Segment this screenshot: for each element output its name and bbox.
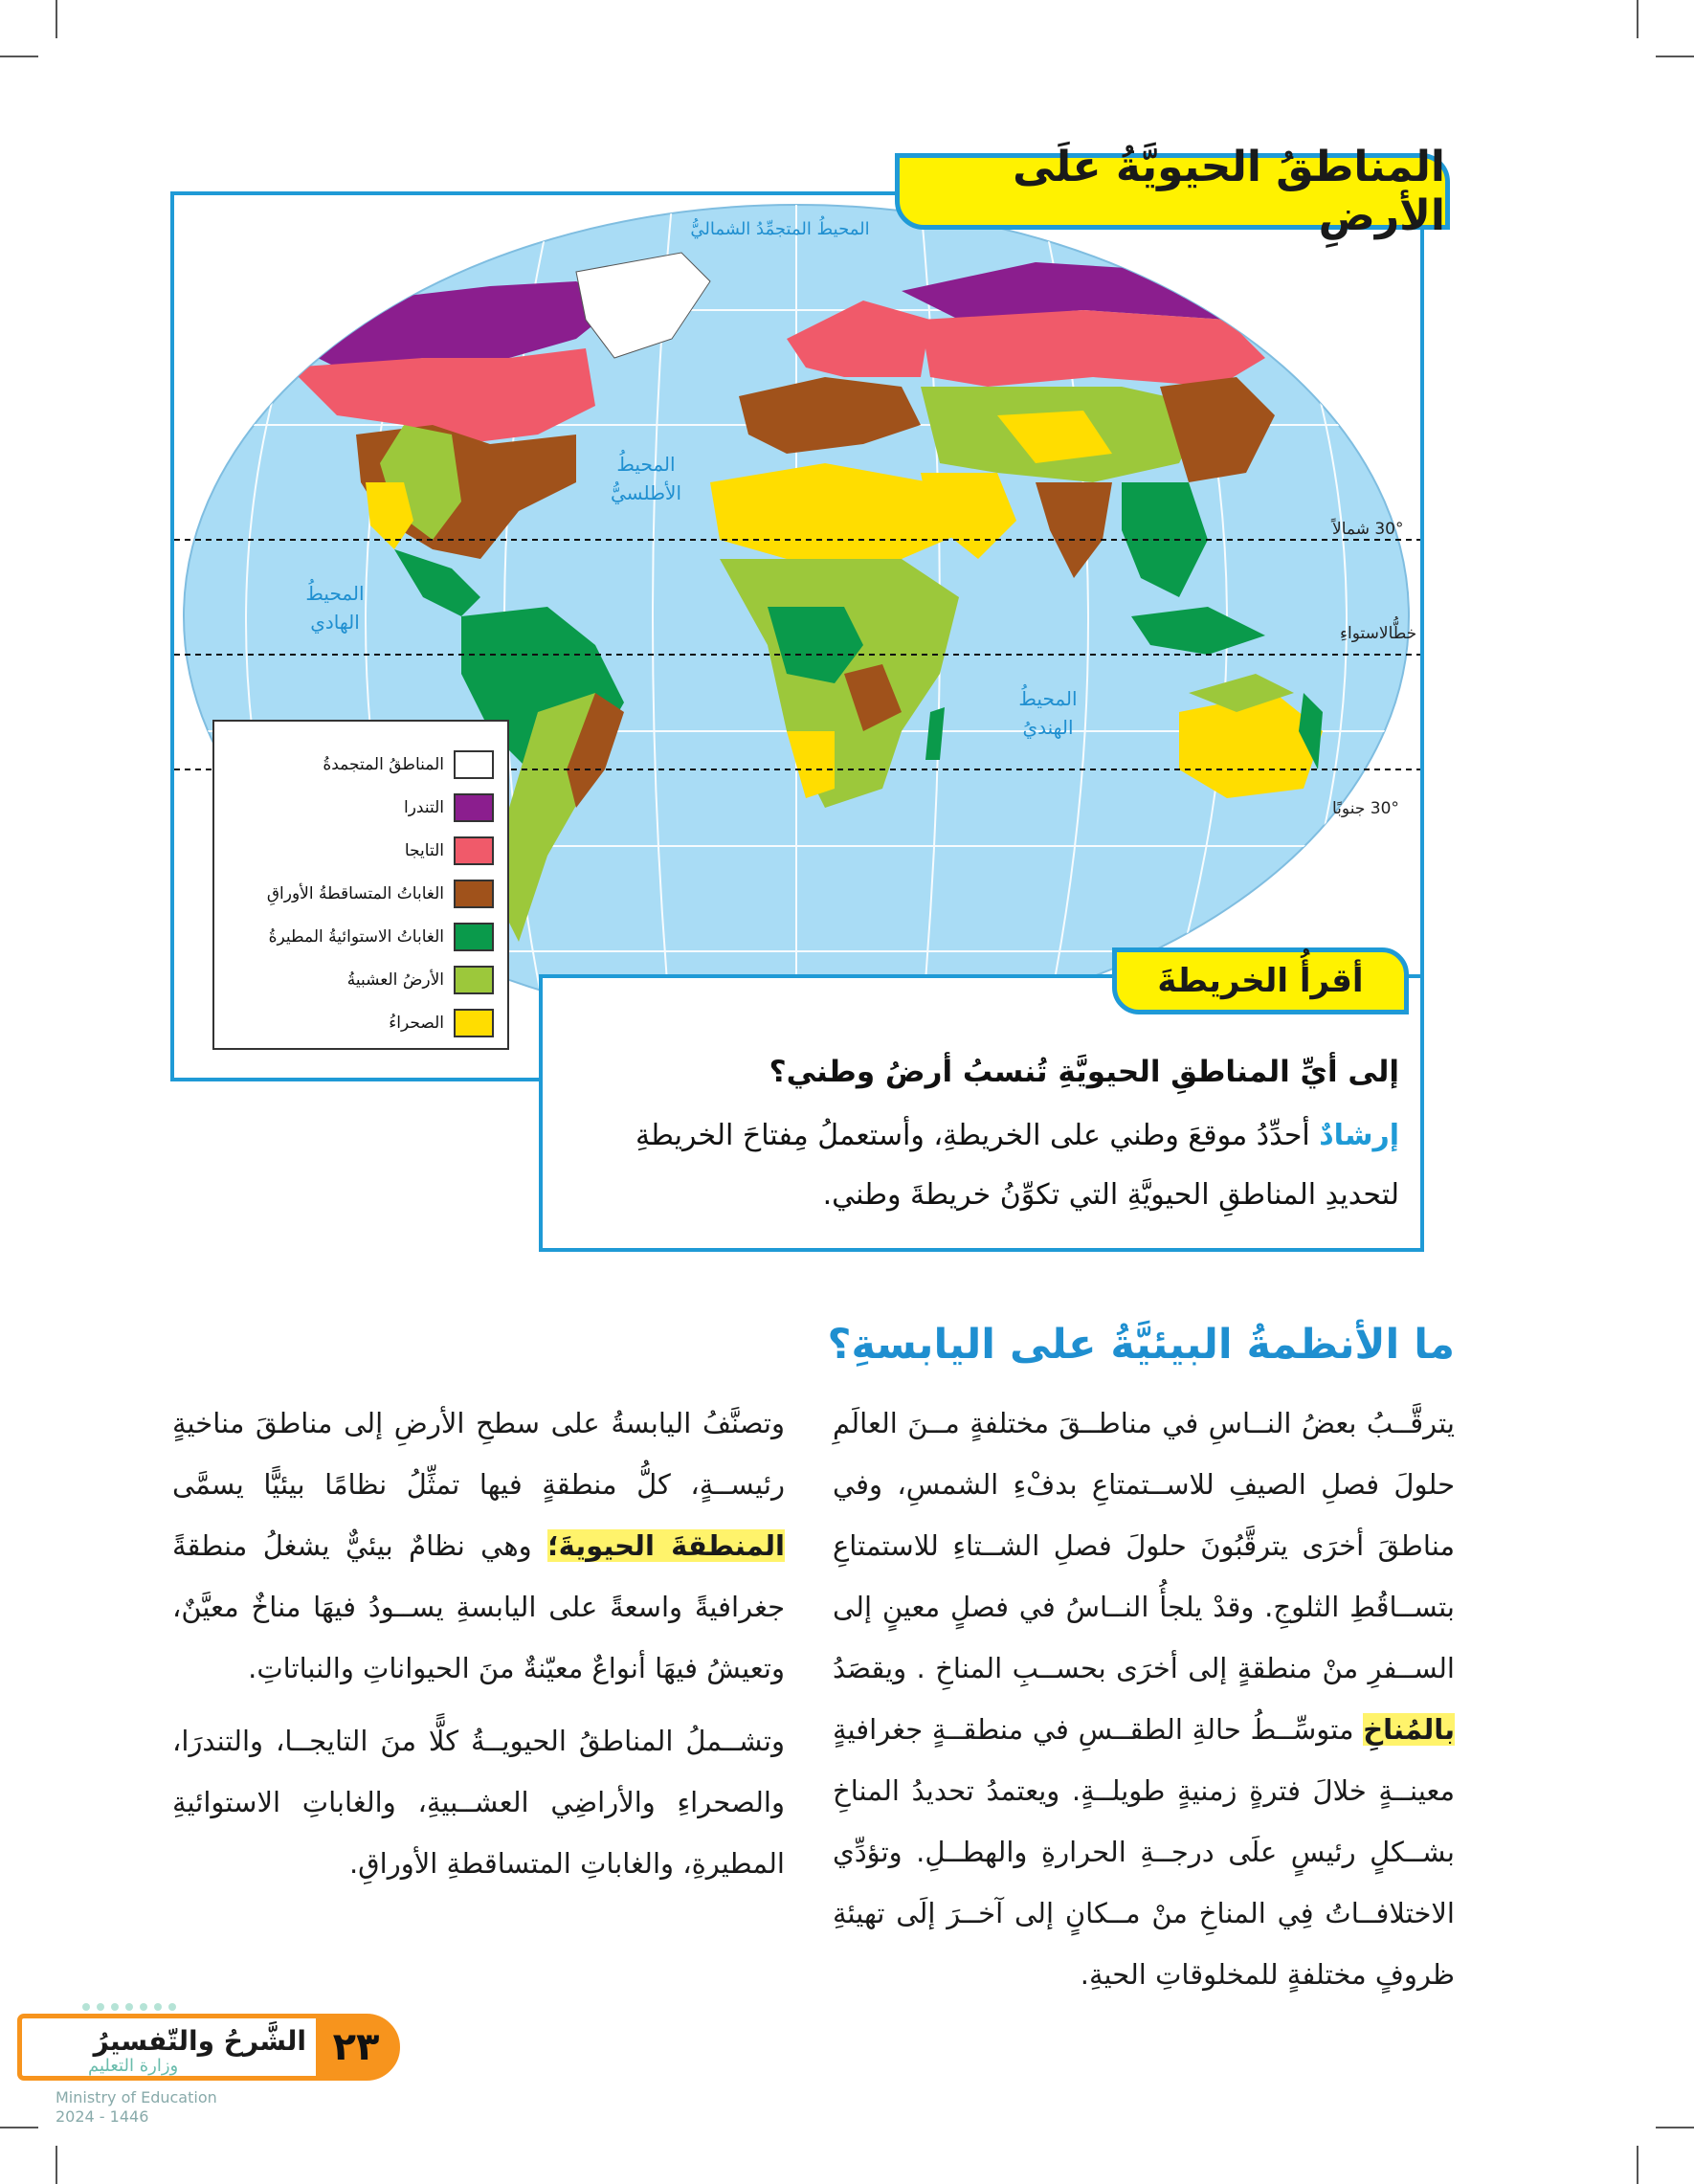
legend-swatch [454,923,494,951]
label-30-south: 30° جنوبًا [1332,799,1399,818]
watermark-english: Ministry of Education [56,2088,217,2106]
crop-mark [1656,2127,1694,2128]
legend-label: الغاباتُ المتساقطةُ الأوراقِ [266,883,444,903]
label-indian-ocean [991,684,1105,742]
read-map-title: أقرأُ الخريطةَ [1157,962,1364,1000]
legend-swatch [454,966,494,994]
crop-mark [56,2146,57,2184]
section-heading: ما الأنظمةُ البيئيَّةُ على اليابسةِ؟ [827,1321,1455,1369]
legend-item [224,958,494,1001]
watermark-arabic: وزارة التعليم [88,2056,179,2076]
label-atlantic-line2: الأطلسيُّ [610,481,681,504]
climate-text-part2: متوسِّــطُ حالةِ الطقــسِ في منطقــةٍ جغرافيةٍ معينــةٍ خلالَ فترةٍ زمنيةٍ طويلــةٍ. ويعتمدُ تحديدُ المناخِ بشــكلٍ رئيسٍ علَى درجــةِ الحرارةِ والهطــلِ. وتؤدِّي الاختلافــاتُ فِي المناخِ منْ مــكانٍ إلى آخــرَ إلَى تهيئةِ ظروفٍ مختلفةٍ للمخلوقاتِ الحيةِ. [833,1713,1455,1991]
legend-label: الغاباتُ الاستوائيةُ المطيرةُ [268,926,444,947]
biome-term: المنطقةَ الحيويةَ؛ [547,1529,785,1562]
footer-section-label: الشَّرحُ والتّفسيرُ [93,2025,306,2057]
label-pacific-ocean [278,579,392,636]
hint-text: أحدِّدُ موقعَ وطني على الخريطةِ، وأستعملُ مِفتاحَ الخريطةِ لتحديدِ المناطقِ الحيويَّةِ التي تكوِّنُ خريطةَ وطني. [635,1119,1399,1212]
legend-swatch [454,793,494,822]
legend-label: المناطقُ المتجمدةُ [323,754,444,774]
legend-item [224,872,494,915]
crop-mark [56,0,57,38]
map-title-box [895,143,1450,240]
crop-mark [0,2127,38,2128]
legend-item [224,1001,494,1044]
label-pacific-line2: الهادي [310,611,360,634]
text-column-right [833,1393,1455,2017]
label-pacific-line1: المحيطُ [305,582,365,605]
read-map-box [539,974,1424,1252]
legend-label: الصحراءُ [389,1013,444,1033]
legend-label: التايجا [404,840,444,860]
legend-swatch [454,750,494,779]
legend-label: التندرا [403,797,444,817]
legend-label: الأرضُ العشبيةُ [346,969,444,990]
crop-mark [1656,56,1694,57]
label-indian-line2: الهنديُ [1022,716,1074,739]
legend-swatch [454,880,494,908]
label-atlantic-line1: المحيطُ [616,453,676,476]
label-30-north: 30° شمالاً [1332,520,1404,539]
legend-item [224,743,494,786]
biome-text-part1: وتصنَّفُ اليابسةُ على سطحِ الأرضِ إلى مناطقَ مناخيةٍ رئيســةٍ، كلُّ منطقةٍ فيها تمثِّلُ نظامًا بيئيًّا يسمَّى [172,1407,785,1501]
label-atlantic-ocean [589,450,703,507]
climate-term: بالمُناخِ [1363,1713,1456,1746]
read-map-hint [564,1106,1399,1225]
crop-mark [1637,0,1638,38]
legend-item [224,786,494,829]
legend-swatch [454,836,494,865]
text-column-left [172,1393,785,1905]
watermark-year: 2024 - 1446 [56,2107,149,2126]
crop-mark [0,56,38,57]
paragraph-biome-list: وتشــملُ المناطقُ الحيويــةُ كلًّا منَ التايجــا، والتندرَا، والصحراءِ والأراضِي العشــبيةِ، والغاباتِ الاستوائيةِ المطيرةِ، والغاباتِ المتساقطةِ الأوراقِ. [172,1725,785,1880]
paragraph-biome [172,1393,785,1699]
read-map-question: إلى أيِّ المناطقِ الحيويَّةِ تُنسبُ أرضُ وطني؟ [769,1055,1399,1089]
paragraph-climate [833,1393,1455,2005]
biome-text-part2: وهي نظامٌ بيئيٌّ يشغلُ منطقةً جغرافيةً واسعةً على اليابسةِ يســودُ فيهَا مناخٌ معيَّنٌ، وتعيشُ فيهَا أنواعٌ معيّنةٌ منَ الحيواناتِ والنباتاتِ. [172,1529,785,1684]
legend-swatch [454,1009,494,1037]
label-indian-line1: المحيطُ [1018,687,1078,710]
map-legend [212,720,509,1050]
label-arctic-ocean: المحيطُ المتجمِّدُ الشماليُّ [690,219,870,239]
read-map-title-box [1112,947,1409,1014]
region-asia-taiga [921,310,1265,387]
hint-label: إرشادٌ [1319,1119,1399,1152]
label-equator: خطُّالاستواءِ [1340,624,1417,643]
legend-item [224,829,494,872]
page-number: ٢٣ [316,2017,396,2077]
legend-item [224,915,494,958]
climate-text-part1: يترقَّــبُ بعضُ النــاسِ في مناطــقَ مختلفةٍ مــنَ العالَمِ حلولَ فصلِ الصيفِ للاســتمتاعِ بدفْءِ الشمسِ، وفي مناطقَ أخرَى يترقَّبُونَ حلولَ فصلِ الشــتاءِ للاستمتاعِ بتســاقُطِ الثلوجِ. وقدْ يلجأُ النــاسُ في فصلٍ معينٍ إلى الســفرِ منْ منطقةٍ إلى أخرَى بحســبِ المناخِ . ويقصَدُ [833,1407,1455,1684]
map-title: المناطقُ الحيويَّةُ علَى الأرضِ [1013,143,1445,240]
crop-mark [1637,2146,1638,2184]
